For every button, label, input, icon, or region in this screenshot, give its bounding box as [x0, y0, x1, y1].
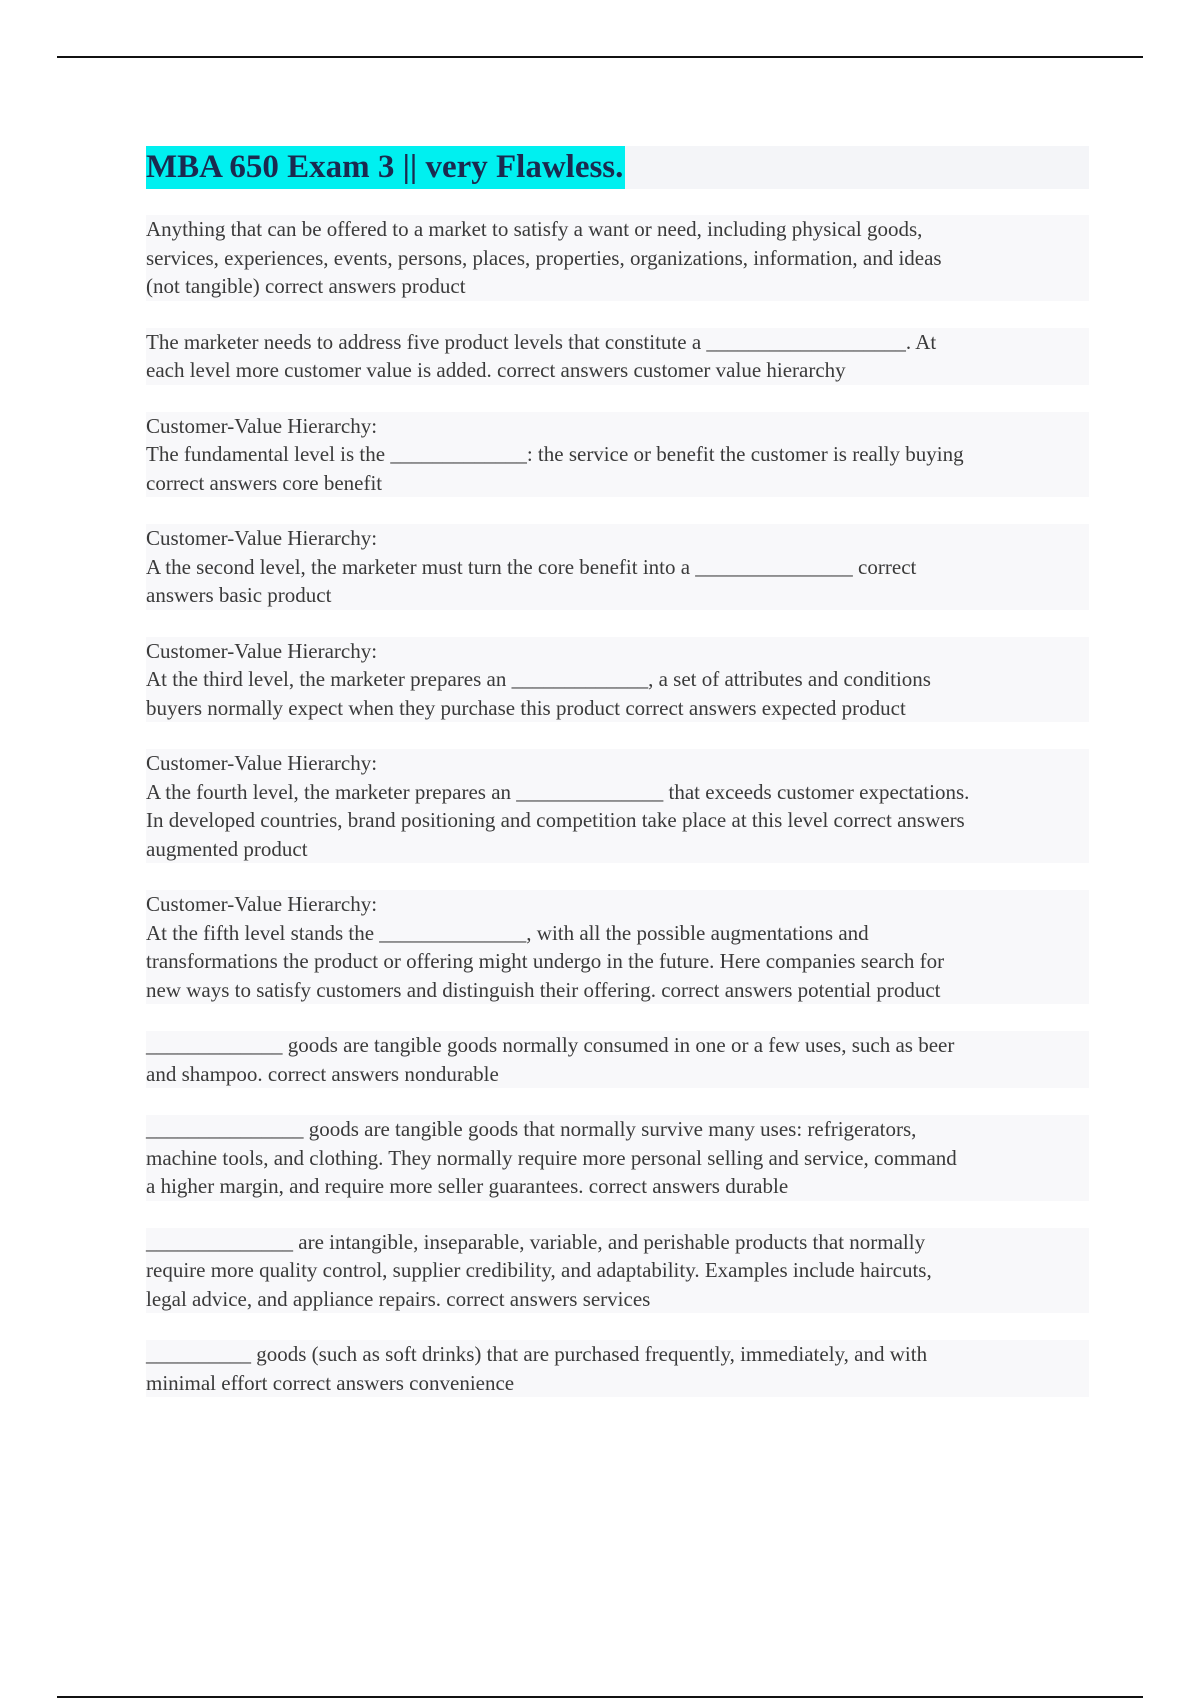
title-band	[146, 146, 1089, 189]
qa-item: Anything that can be offered to a market to satisfy a want or need, including physical goods, services, experiences, events, persons, places, properties, organizations, information, and ideas (not tangible) correct answers product	[146, 215, 1089, 301]
qa-item: _____________ goods are tangible goods normally consumed in one or a few uses, such as beer and shampoo. correct answers nondurable	[146, 1031, 1089, 1088]
document-body	[146, 146, 1089, 1424]
qa-item: __________ goods (such as soft drinks) that are purchased frequently, immediately, and with minimal effort correct answers convenience	[146, 1340, 1089, 1397]
qa-item: The marketer needs to address five product levels that constitute a ___________________. At each level more customer value is added. correct answers customer value hierarchy	[146, 328, 1089, 385]
qa-item: Customer-Value Hierarchy: At the third level, the marketer prepares an _____________, a set of attributes and conditions buyers normally expect when they purchase this product correct answers expected product	[146, 637, 1089, 723]
qa-item: _______________ goods are tangible goods that normally survive many uses: refrigerators, machine tools, and clothing. They normally require more personal selling and service, command a higher margin, and require more seller guarantees. correct answers durable	[146, 1115, 1089, 1201]
qa-item: Customer-Value Hierarchy: A the second level, the marketer must turn the core benefit into a _______________ correct answers basic product	[146, 524, 1089, 610]
footer-rule	[57, 1696, 1143, 1698]
document-title: MBA 650 Exam 3 || very Flawless.	[146, 146, 625, 189]
qa-item: Customer-Value Hierarchy: At the fifth level stands the ______________, with all the possible augmentations and transformations the product or offering might undergo in the future. Here companies search for new ways to satisfy customers and distinguish their offering. correct answers potential product	[146, 890, 1089, 1004]
qa-item: ______________ are intangible, inseparable, variable, and perishable products that normally require more quality control, supplier credibility, and adaptability. Examples include haircuts, legal advice, and appliance repairs. correct answers services	[146, 1228, 1089, 1314]
qa-item: Customer-Value Hierarchy: The fundamental level is the _____________: the service or benefit the customer is really buying correct answers core benefit	[146, 412, 1089, 498]
header-rule	[57, 56, 1143, 58]
qa-list	[146, 215, 1089, 1397]
qa-item: Customer-Value Hierarchy: A the fourth level, the marketer prepares an ______________ that exceeds customer expectations. In developed countries, brand positioning and competition take place at this level correct answers augmented product	[146, 749, 1089, 863]
